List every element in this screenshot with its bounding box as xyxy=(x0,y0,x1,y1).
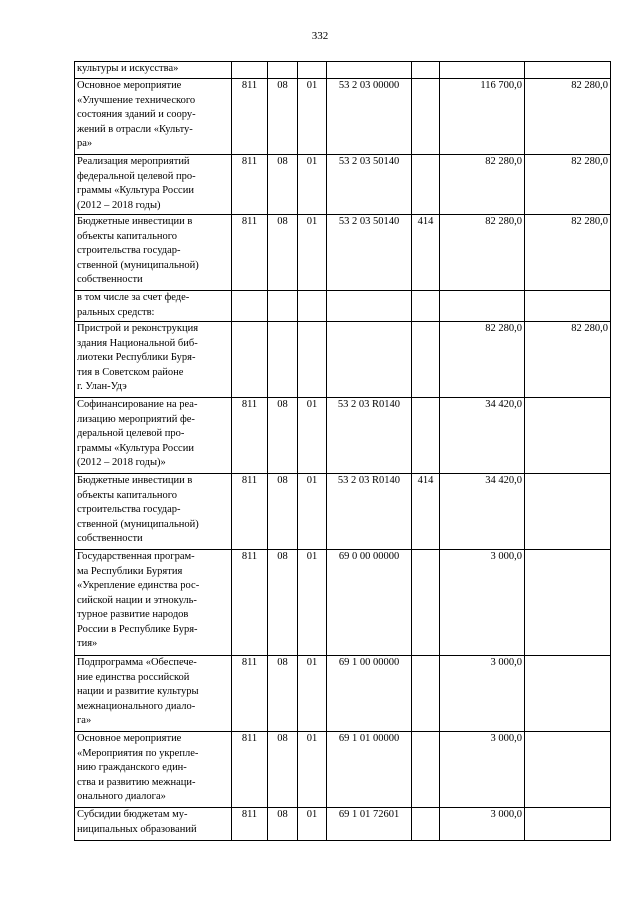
expense-type-cell xyxy=(412,808,440,841)
section-code-cell: 08 xyxy=(268,155,298,215)
amount-year-1-cell: 3 000,0 xyxy=(440,550,525,656)
amount-year-1-cell: 34 420,0 xyxy=(440,474,525,550)
expense-type-cell xyxy=(412,155,440,215)
amount-year-2-cell xyxy=(525,474,611,550)
subsection-code-cell: 01 xyxy=(298,808,327,841)
subsection-code-cell xyxy=(298,291,327,322)
target-article-cell: 53 2 03 R0140 xyxy=(327,474,412,550)
amount-year-2-cell xyxy=(525,808,611,841)
section-code-cell xyxy=(268,322,298,398)
ministry-code-cell: 811 xyxy=(232,732,268,808)
section-code-cell: 08 xyxy=(268,656,298,732)
amount-year-1-cell: 3 000,0 xyxy=(440,808,525,841)
amount-year-1-cell: 82 280,0 xyxy=(440,155,525,215)
target-article-cell: 69 0 00 00000 xyxy=(327,550,412,656)
expense-type-cell: 414 xyxy=(412,215,440,291)
expense-type-cell: 414 xyxy=(412,474,440,550)
row-name-cell: Основное мероприятие «Улучшение технического состояния зданий и соору- жений в отрасли «Культу- ра» xyxy=(75,79,232,155)
amount-year-2-cell xyxy=(525,732,611,808)
table-row xyxy=(75,732,611,808)
ministry-code-cell: 811 xyxy=(232,474,268,550)
subsection-code-cell: 01 xyxy=(298,550,327,656)
target-article-cell: 53 2 03 50140 xyxy=(327,155,412,215)
target-article-cell xyxy=(327,62,412,79)
section-code-cell: 08 xyxy=(268,808,298,841)
row-name-cell: Бюджетные инвестиции в объекты капитального строительства государ- ственной (муниципальной) собственности xyxy=(75,215,232,291)
row-name-cell: в том числе за счет феде- ральных средств: xyxy=(75,291,232,322)
amount-year-1-cell: 82 280,0 xyxy=(440,215,525,291)
table-row xyxy=(75,474,611,550)
target-article-cell: 53 2 03 00000 xyxy=(327,79,412,155)
amount-year-1-cell xyxy=(440,62,525,79)
expense-type-cell xyxy=(412,550,440,656)
ministry-code-cell xyxy=(232,291,268,322)
amount-year-2-cell: 82 280,0 xyxy=(525,215,611,291)
ministry-code-cell xyxy=(232,62,268,79)
section-code-cell: 08 xyxy=(268,79,298,155)
ministry-code-cell: 811 xyxy=(232,550,268,656)
table-row xyxy=(75,808,611,841)
amount-year-1-cell: 3 000,0 xyxy=(440,656,525,732)
row-name-cell: Софинансирование на реа- лизацию мероприятий фе- деральной целевой про- граммы «Культура России (2012 – 2018 годы)» xyxy=(75,398,232,474)
subsection-code-cell: 01 xyxy=(298,474,327,550)
table-row xyxy=(75,656,611,732)
expense-type-cell xyxy=(412,732,440,808)
section-code-cell: 08 xyxy=(268,474,298,550)
amount-year-1-cell: 34 420,0 xyxy=(440,398,525,474)
row-name-cell: культуры и искусства» xyxy=(75,62,232,79)
section-code-cell: 08 xyxy=(268,550,298,656)
table-row xyxy=(75,550,611,656)
table-row xyxy=(75,79,611,155)
expense-type-cell xyxy=(412,291,440,322)
target-article-cell: 69 1 00 00000 xyxy=(327,656,412,732)
budget-table xyxy=(74,61,611,841)
amount-year-1-cell: 3 000,0 xyxy=(440,732,525,808)
table-row xyxy=(75,322,611,398)
table-row xyxy=(75,62,611,79)
table-row xyxy=(75,398,611,474)
subsection-code-cell: 01 xyxy=(298,656,327,732)
target-article-cell xyxy=(327,322,412,398)
section-code-cell xyxy=(268,291,298,322)
amount-year-1-cell xyxy=(440,291,525,322)
expense-type-cell xyxy=(412,62,440,79)
subsection-code-cell: 01 xyxy=(298,398,327,474)
amount-year-2-cell xyxy=(525,550,611,656)
ministry-code-cell: 811 xyxy=(232,398,268,474)
target-article-cell: 69 1 01 00000 xyxy=(327,732,412,808)
row-name-cell: Государственная програм- ма Республики Бурятия «Укрепление единства рос- сийской нации и этнокуль- турное развитие народов России в Республике Буря- тия» xyxy=(75,550,232,656)
ministry-code-cell: 811 xyxy=(232,79,268,155)
subsection-code-cell: 01 xyxy=(298,79,327,155)
row-name-cell: Субсидии бюджетам му- ниципальных образований xyxy=(75,808,232,841)
target-article-cell: 53 2 03 R0140 xyxy=(327,398,412,474)
row-name-cell: Пристрой и реконструкция здания Национальной биб- лиотеки Республики Буря- тия в Советском районе г. Улан-Удэ xyxy=(75,322,232,398)
expense-type-cell xyxy=(412,398,440,474)
table-row xyxy=(75,155,611,215)
subsection-code-cell: 01 xyxy=(298,215,327,291)
section-code-cell: 08 xyxy=(268,732,298,808)
row-name-cell: Бюджетные инвестиции в объекты капитального строительства государ- ственной (муниципальной) собственности xyxy=(75,474,232,550)
amount-year-2-cell xyxy=(525,398,611,474)
subsection-code-cell: 01 xyxy=(298,732,327,808)
amount-year-1-cell: 82 280,0 xyxy=(440,322,525,398)
amount-year-2-cell: 82 280,0 xyxy=(525,322,611,398)
amount-year-2-cell xyxy=(525,656,611,732)
target-article-cell: 69 1 01 72601 xyxy=(327,808,412,841)
expense-type-cell xyxy=(412,656,440,732)
target-article-cell: 53 2 03 50140 xyxy=(327,215,412,291)
subsection-code-cell xyxy=(298,62,327,79)
section-code-cell: 08 xyxy=(268,215,298,291)
subsection-code-cell xyxy=(298,322,327,398)
page-number: 332 xyxy=(311,30,329,42)
target-article-cell xyxy=(327,291,412,322)
expense-type-cell xyxy=(412,322,440,398)
ministry-code-cell: 811 xyxy=(232,215,268,291)
section-code-cell xyxy=(268,62,298,79)
subsection-code-cell: 01 xyxy=(298,155,327,215)
amount-year-2-cell: 82 280,0 xyxy=(525,79,611,155)
ministry-code-cell: 811 xyxy=(232,656,268,732)
row-name-cell: Реализация мероприятий федеральной целевой про- граммы «Культура России (2012 – 2018 годы) xyxy=(75,155,232,215)
amount-year-2-cell: 82 280,0 xyxy=(525,155,611,215)
amount-year-1-cell: 116 700,0 xyxy=(440,79,525,155)
ministry-code-cell: 811 xyxy=(232,808,268,841)
table-row xyxy=(75,215,611,291)
row-name-cell: Основное мероприятие «Мероприятия по укрепле- нию гражданского един- ства и развитию межнаци- онального диалога» xyxy=(75,732,232,808)
amount-year-2-cell xyxy=(525,62,611,79)
row-name-cell: Подпрограмма «Обеспече- ние единства российской нации и развитие культуры межнационального диало- га» xyxy=(75,656,232,732)
section-code-cell: 08 xyxy=(268,398,298,474)
table-row xyxy=(75,291,611,322)
expense-type-cell xyxy=(412,79,440,155)
ministry-code-cell: 811 xyxy=(232,155,268,215)
table-body xyxy=(75,62,611,841)
amount-year-2-cell xyxy=(525,291,611,322)
ministry-code-cell xyxy=(232,322,268,398)
